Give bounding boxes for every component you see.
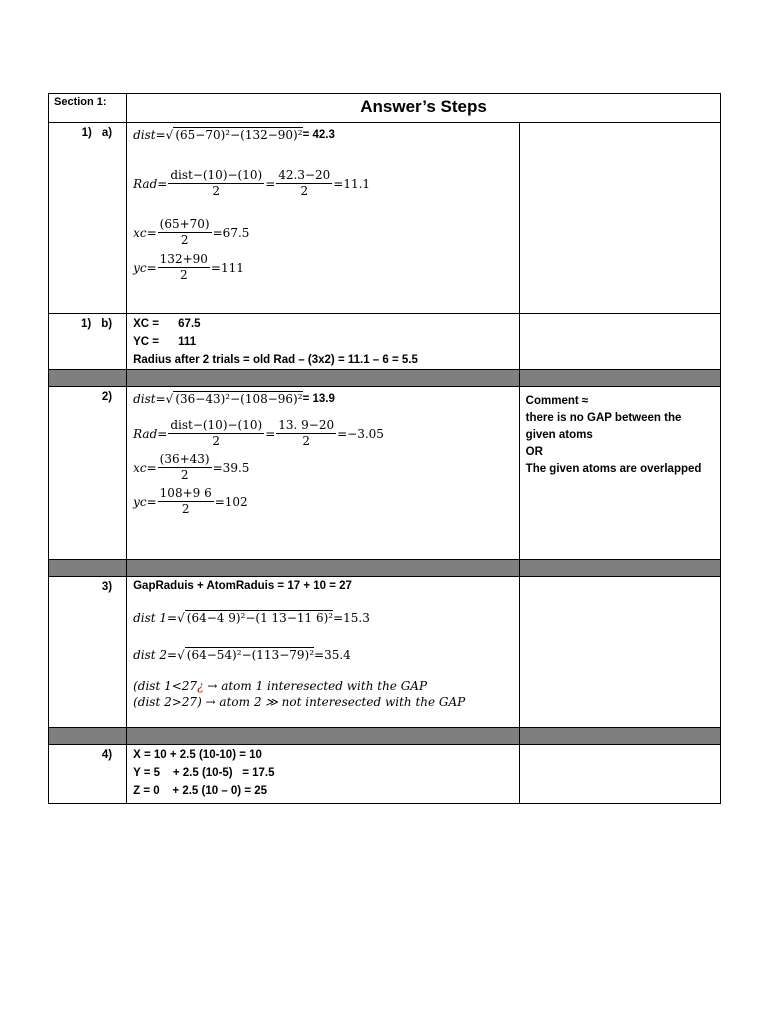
- question-number: 1) a): [49, 123, 127, 314]
- comment-line: OR: [525, 446, 543, 458]
- comment-cell: [519, 314, 720, 370]
- separator-row: [49, 370, 721, 387]
- comment-cell: [519, 387, 720, 560]
- dist-equation: dist= √ (65−70)²−(132−90)² = 42.3: [133, 127, 335, 142]
- answer-line: Radius after 2 trials = old Rad – (3x2) = 11.1 – 6 = 5.5: [133, 354, 418, 366]
- question-number: 1) b): [49, 314, 127, 370]
- answer-line: XC = 67.5: [133, 318, 201, 330]
- comment-title: Comment ≈: [525, 395, 589, 407]
- answer-line: Y = 5 + 2.5 (10-5) = 17.5: [133, 767, 275, 779]
- answer-cell: [127, 314, 520, 370]
- row-1b: [49, 314, 721, 370]
- yc-equation: yc= $\frac{132+90}{2}$ =111: [133, 252, 244, 282]
- comment-line: The given atoms are overlapped: [525, 463, 702, 475]
- comment-line: there is no GAP between the: [525, 412, 682, 424]
- page-title: Answer’s Steps: [127, 94, 721, 123]
- rad-equation: Rad= $\frac{\text{dist−(10)−(10)}}{2}$ = $\frac{13. 9-20}{2}$ =−3.05: [133, 418, 384, 448]
- row-4: [49, 745, 721, 804]
- row-3: [49, 577, 721, 728]
- question-number: 4): [49, 745, 127, 804]
- answer-line: Z = 0 + 2.5 (10 – 0) = 25: [133, 785, 268, 797]
- gap-line: GapRaduis + AtomRaduis = 17 + 10 = 27: [133, 580, 352, 592]
- separator-row: [49, 728, 721, 745]
- answer-table: [48, 93, 721, 804]
- section-label: Section 1:: [49, 94, 127, 123]
- comment-cell: [519, 745, 720, 804]
- row-1a: [49, 123, 721, 314]
- separator-row: [49, 560, 721, 577]
- yc-equation: yc= $\frac{108+9 6}{2}$ =102: [133, 486, 248, 516]
- comment-cell: [519, 577, 720, 728]
- dist1-equation: dist 1= √ (64−4 9)²−(1 13−11 6)² =15.3: [133, 610, 370, 625]
- answer-line: YC = 111: [133, 336, 197, 348]
- answer-sheet: [48, 93, 721, 804]
- dist2-equation: dist 2= √ (64−54)²−(113−79)² =35.4: [133, 647, 351, 662]
- condition-line: (dist 1<27¿ → atom 1 interesected with the GAP: [133, 679, 428, 693]
- comment-line: given atoms: [525, 429, 593, 441]
- header-row: [49, 94, 721, 123]
- dist-equation: dist= √ (36−43)²−(108−96)² = 13.9: [133, 391, 335, 406]
- comment-cell: [519, 123, 720, 314]
- answer-cell: [127, 387, 520, 560]
- question-number: 2): [49, 387, 127, 560]
- xc-equation: xc= $\frac{(65+70)}{2}$ =67.5: [133, 217, 250, 247]
- row-2: [49, 387, 721, 560]
- answer-cell: [127, 123, 520, 314]
- answer-line: X = 10 + 2.5 (10-10) = 10: [133, 749, 262, 761]
- question-number: 3): [49, 577, 127, 728]
- xc-equation: xc= $\frac{(36+43)}{2}$ =39.5: [133, 452, 250, 482]
- answer-cell: [127, 745, 520, 804]
- answer-cell: [127, 577, 520, 728]
- condition-line: (dist 2>27) → atom 2 ≫ not interesected with the GAP: [133, 695, 466, 709]
- rad-equation: Rad= $\frac{\text{dist−(10)−(10)}}{2}$ = $\frac{42.3-20}{2}$ =11.1: [133, 168, 371, 198]
